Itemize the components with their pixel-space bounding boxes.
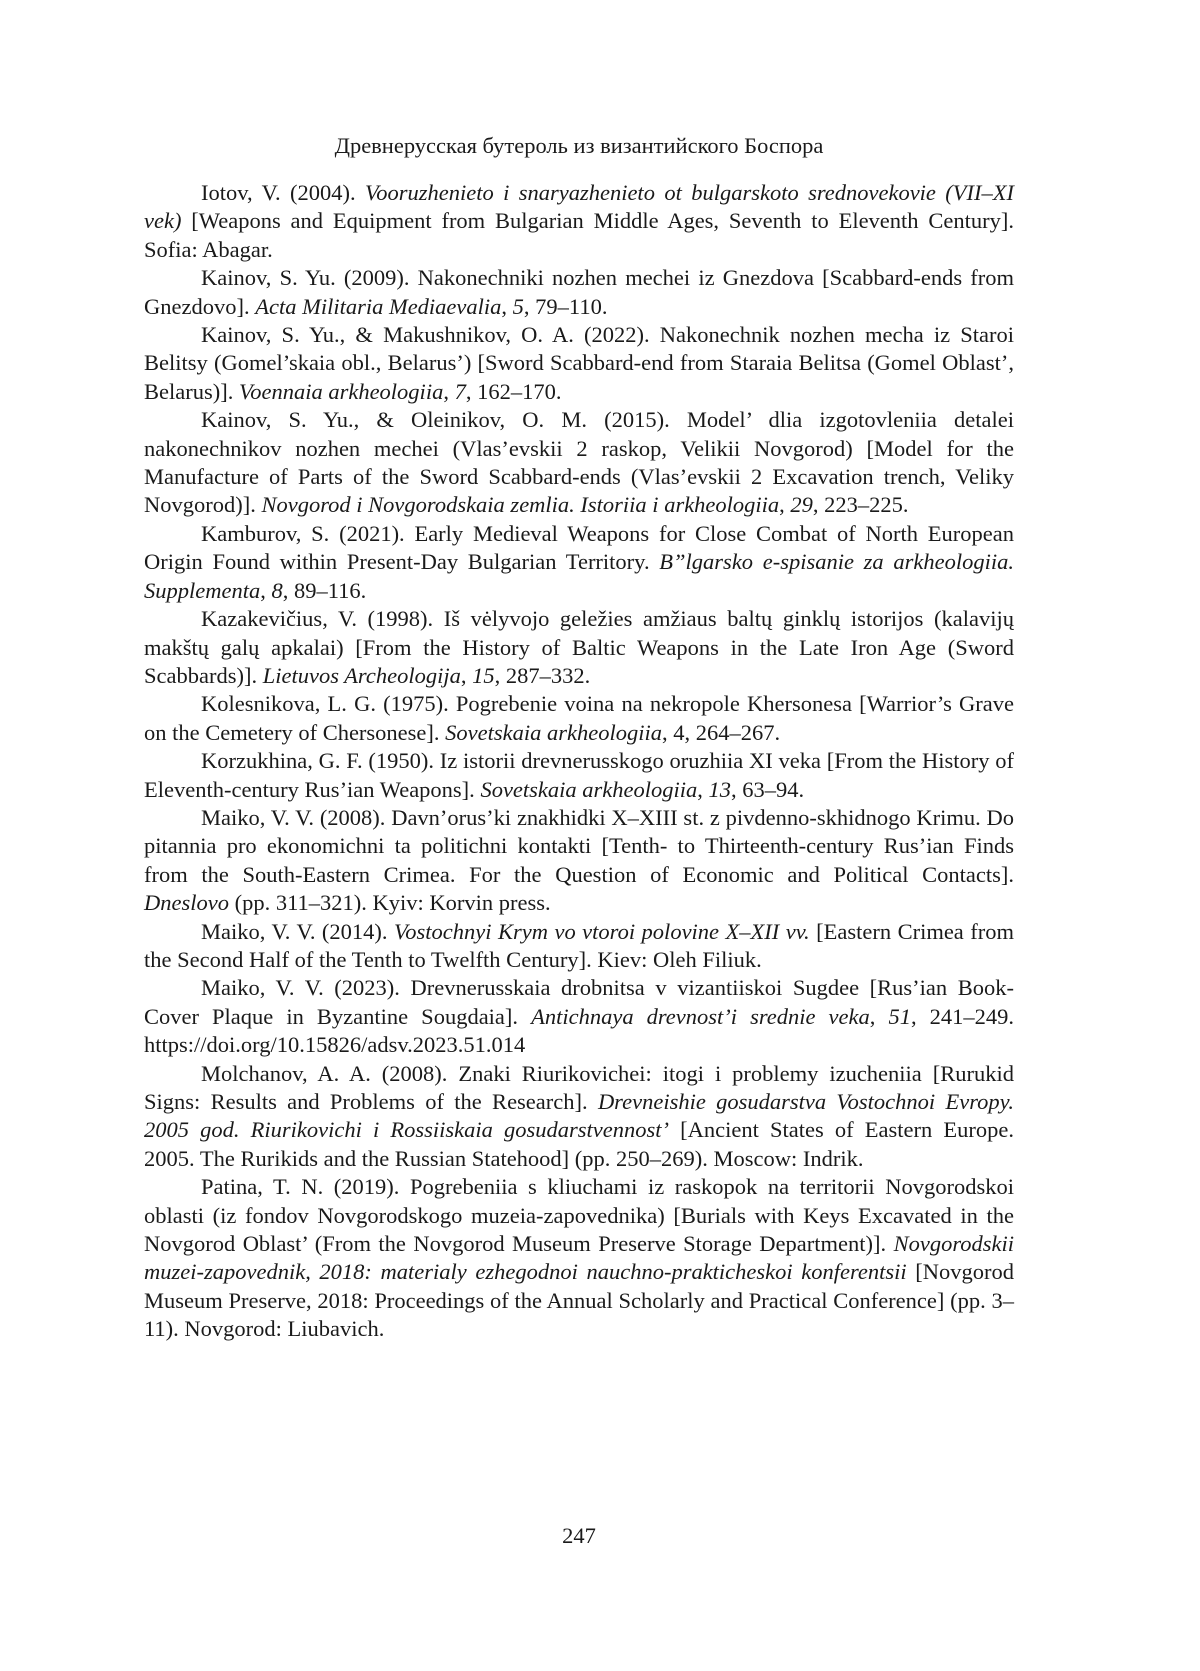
reference-tail: , 287–332. (495, 663, 591, 688)
reference-lead: Kolesnikova, L. G. (1975). Pogrebenie voina na nekropole Khersonesa [Warrior’s Grave on the Cemetery of Chersonese]. (144, 691, 1014, 744)
reference-list (144, 179, 1014, 1344)
reference-tail: , 162–170. (466, 379, 562, 404)
reference-title-italic: Voennaia arkheologiia (239, 379, 443, 404)
reference-middle: [Ancient States of Eastern Europe. 2005. The Rurikids and the Russian Statehood] (pp. 250–269). Moscow: Indrik. (144, 1117, 1014, 1170)
reference-entry (144, 1060, 1014, 1174)
reference-middle: , (870, 1004, 889, 1029)
document-page (0, 0, 1200, 1671)
reference-source-italic: 8 (271, 578, 282, 603)
reference-entry (144, 804, 1014, 918)
reference-title-italic: Novgorodskii muzei-zapovednik, 2018: materialy ezhegodnoi nauchno-prakticheskoi konferentsii (144, 1231, 1014, 1284)
reference-tail: , 241–249. https://doi.org/10.15826/adsv.2023.51.014 (144, 1004, 1014, 1057)
reference-middle: , 4, 264–267. (662, 720, 780, 745)
reference-entry (144, 321, 1014, 406)
reference-title-italic: B”lgarsko e-spisanie za arkheologiia. Supplementa (144, 549, 1014, 602)
reference-entry (144, 264, 1014, 321)
reference-entry (144, 747, 1014, 804)
reference-title-italic: Vooruzhenieto i snaryazhenieto ot bulgarskoto srednovekovie (VII–XI vek) (144, 180, 1014, 233)
reference-middle: [Eastern Crimea from the Second Half of the Tenth to Twelfth Century]. Kiev: Oleh Filiuk. (144, 919, 1014, 972)
reference-entry (144, 520, 1014, 605)
reference-tail: , 63–94. (731, 777, 804, 802)
reference-title-italic: Vostochnyi Krym vo vtoroi polovine X–XII vv. (394, 919, 810, 944)
reference-lead: Korzukhina, G. F. (1950). Iz istorii drevnerusskogo oruzhiia XI veka [From the History of Eleventh-century Rus’ian Weapons]. (144, 748, 1014, 801)
reference-middle: (pp. 311–321). Kyiv: Korvin press. (229, 890, 551, 915)
reference-entry (144, 406, 1014, 520)
reference-source-italic: 7 (455, 379, 466, 404)
reference-middle: , (697, 777, 708, 802)
reference-entry (144, 974, 1014, 1059)
reference-lead: Kainov, S. Yu., & Makushnikov, O. A. (2022). Nakonechnik nozhen mecha iz Staroi Belitsy (Gomel’skaia obl., Belarus’) [Sword Scabbard-end from Staraia Belitsa (Gomel Oblast’, Belarus)]. (144, 322, 1014, 404)
reference-source-italic: 51 (888, 1004, 911, 1029)
reference-middle: [Novgorod Museum Preserve, 2018: Proceedings of the Annual Scholarly and Practical Conference] (pp. 3–11). Novgorod: Liubavich. (144, 1259, 1014, 1341)
reference-entry (144, 918, 1014, 975)
reference-entry (144, 179, 1014, 264)
reference-lead: Maiko, V. V. (2008). Davn’orus’ki znakhidki X–XIII st. z pivdenno-skhidnogo Krimu. Do pitannia pro ekonomichni ta politichni kontakti [Tenth- to Thirteenth-century Rus’ian Finds from the South-Eastern Crimea. For the Question of Economic and Political Contacts]. (144, 805, 1014, 887)
running-header: Древнерусская бутероль из византийского Боспора (144, 131, 1014, 161)
reference-entry (144, 605, 1014, 690)
reference-tail: , 79–110. (524, 294, 608, 319)
reference-entry (144, 690, 1014, 747)
reference-source-italic: 15 (472, 663, 495, 688)
reference-middle: , (443, 379, 454, 404)
reference-middle: , (501, 294, 512, 319)
reference-lead: Kamburov, S. (2021). Early Medieval Weapons for Close Combat of North European Origin Found within Present-Day Bulgarian Territory. (144, 521, 1014, 574)
reference-lead: Molchanov, A. A. (2008). Znaki Riurikovichei: itogi i problemy izucheniia [Rurukid Signs: Results and Problems of the Research]. (144, 1061, 1014, 1114)
reference-middle: , (461, 663, 472, 688)
reference-middle: [Weapons and Equipment from Bulgarian Middle Ages, Seventh to Eleventh Century]. Sofia: Abagar. (144, 208, 1014, 261)
reference-lead: Kainov, S. Yu. (2009). Nakonechniki nozhen mechei iz Gnezdova [Scabbard-ends from Gnezdovo]. (144, 265, 1014, 318)
reference-title-italic: Dneslovo (144, 890, 229, 915)
reference-title-italic: Acta Militaria Mediaevalia (255, 294, 501, 319)
page-number: 247 (144, 1521, 1014, 1551)
reference-source-italic: 29 (790, 492, 813, 517)
reference-title-italic: Antichnaya drevnost’i srednie veka (531, 1004, 870, 1029)
reference-lead: Kazakevičius, V. (1998). Iš vėlyvojo geležies amžiaus baltų ginklų istorijos (kalavijų makštų galų apkalai) [From the History of Baltic Weapons in the Late Iron Age (Sword Scabbards)]. (144, 606, 1014, 688)
reference-entry (144, 1173, 1014, 1343)
reference-lead: Maiko, V. V. (2023). Drevnerusskaia drobnitsa v vizantiiskoi Sugdee [Rus’ian Book-Cover Plaque in Byzantine Sougdaia]. (144, 975, 1014, 1028)
reference-title-italic: Sovetskaia arkheologiia (445, 720, 662, 745)
reference-tail: , 223–225. (813, 492, 909, 517)
reference-title-italic: Novgorod i Novgorodskaia zemlia. Istoriia i arkheologiia (261, 492, 779, 517)
reference-tail: , 89–116. (283, 578, 367, 603)
reference-middle: , (260, 578, 271, 603)
reference-middle: , (779, 492, 790, 517)
reference-lead: Kainov, S. Yu., & Oleinikov, O. M. (2015). Model’ dlia izgotovleniia detalei nakonechnikov nozhen mechei (Vlas’evskii 2 raskop, Velikii Novgorod) [Model for the Manufacture of Parts of the Sword Scabbard-ends (Vlas’evskii 2 Excavation trench, Veliky Novgorod)]. (144, 407, 1014, 517)
reference-lead: Maiko, V. V. (2014). (201, 919, 394, 944)
reference-source-italic: 5 (513, 294, 524, 319)
reference-title-italic: Lietuvos Archeologija (263, 663, 461, 688)
reference-title-italic: Drevneishie gosudarstva Vostochnoi Evropy. 2005 god. Riurikovichi i Rossiiskaia gosudarstvennost’ (144, 1089, 1014, 1142)
reference-lead: Iotov, V. (2004). (201, 180, 365, 205)
reference-lead: Patina, T. N. (2019). Pogrebeniia s kliuchami iz raskopok na territorii Novgorodskoi oblasti (iz fondov Novgorodskogo muzeia-zapovednika) [Burials with Keys Excavated in the Novgorod Oblast’ (From the Novgorod Museum Preserve Storage Department)]. (144, 1174, 1014, 1256)
reference-title-italic: Sovetskaia arkheologiia (480, 777, 697, 802)
reference-source-italic: 13 (709, 777, 732, 802)
